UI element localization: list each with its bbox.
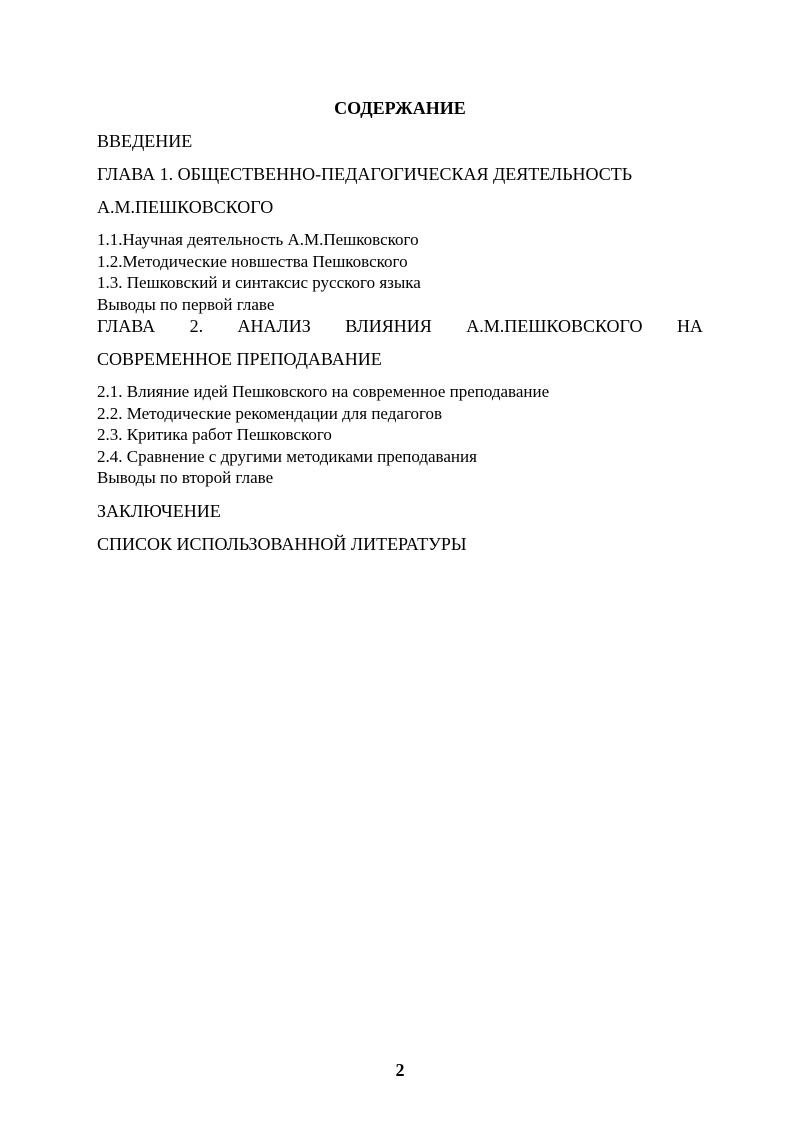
toc-conclusion: ЗАКЛЮЧЕНИЕ: [97, 500, 221, 521]
toc-chapter2-word: НА: [676, 316, 703, 336]
toc-chapter2-word: А.М.ПЕШКОВСКОГО: [466, 316, 643, 336]
toc-body: [97, 130, 703, 555]
toc-chapter2-heading-line1: [97, 315, 703, 337]
toc-chapter2-word: ГЛАВА: [97, 316, 156, 336]
toc-chapter2-word: 2.: [189, 316, 204, 336]
toc-chapter1-heading-line1: ГЛАВА 1. ОБЩЕСТВЕННО-ПЕДАГОГИЧЕСКАЯ ДЕЯТЕЛЬНОСТЬ: [97, 164, 633, 184]
toc-chapter1-conclusions: Выводы по первой главе: [97, 294, 275, 314]
toc-section-1-2: 1.2.Методические новшества Пешковского: [97, 251, 408, 271]
toc-introduction: ВВЕДЕНИЕ: [97, 131, 193, 151]
toc-chapter2-sections: [97, 381, 703, 489]
page-number: 2: [395, 1060, 405, 1080]
toc-chapter2-conclusions: Выводы по второй главе: [97, 468, 274, 487]
toc-section-2-1: 2.1. Влияние идей Пешковского на современное преподавание: [97, 382, 550, 401]
toc-section-2-2: 2.2. Методические рекомендации для педагогов: [97, 403, 443, 423]
toc-bibliography: СПИСОК ИСПОЛЬЗОВАННОЙ ЛИТЕРАТУРЫ: [97, 533, 467, 554]
toc-chapter1-heading-line2: А.М.ПЕШКОВСКОГО: [97, 197, 274, 217]
toc-chapter2-word: ВЛИЯНИЯ: [345, 316, 432, 336]
toc-section-1-3: 1.3. Пешковский и синтаксис русского языка: [97, 273, 421, 292]
toc-title: СОДЕРЖАНИЕ: [334, 98, 466, 118]
toc-chapter2-heading-line2: СОВРЕМЕННОЕ ПРЕПОДАВАНИЕ: [97, 349, 382, 369]
toc-section-2-3: 2.3. Критика работ Пешковского: [97, 425, 332, 444]
toc-section-2-4: 2.4. Сравнение с другими методиками преподавания: [97, 446, 477, 466]
toc-chapter1-sections: [97, 229, 703, 315]
toc-chapter2-word: АНАЛИЗ: [237, 316, 311, 336]
toc-section-1-1: 1.1.Научная деятельность А.М.Пешковского: [97, 230, 419, 249]
